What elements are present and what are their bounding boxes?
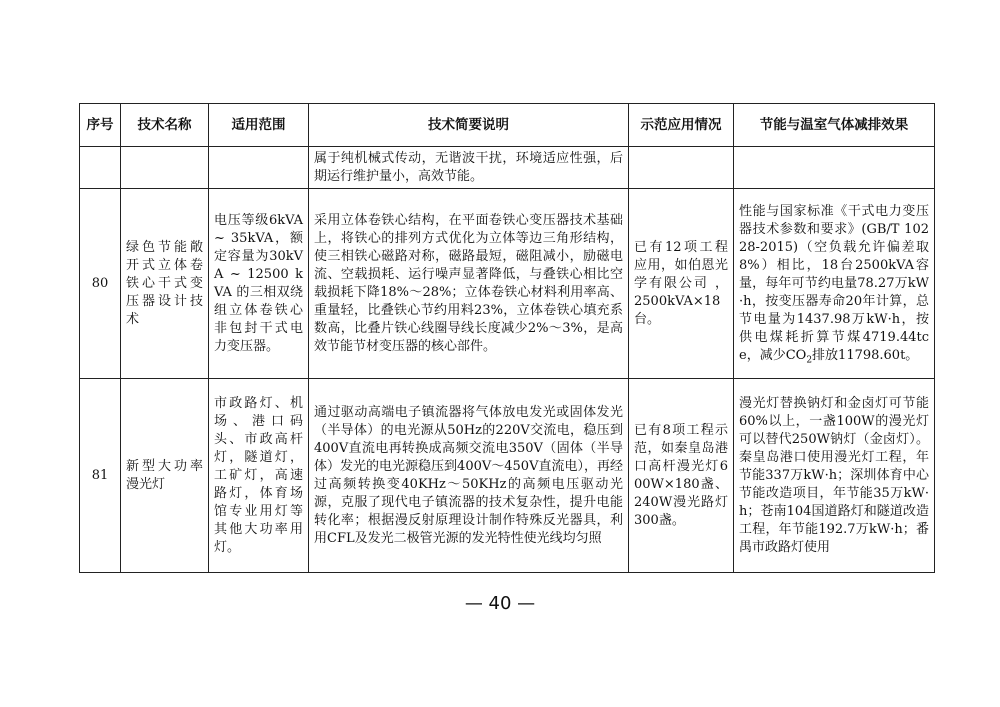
cell-empty (209, 147, 309, 189)
header-tech-name: 技术名称 (121, 104, 209, 147)
cell-demo: 已有12项工程应用，如伯恩光学有限公司 ， 2500kVA×18台。 (629, 189, 734, 379)
table-row (80, 189, 935, 379)
cell-seq: 81 (80, 379, 121, 573)
cell-effect: 漫光灯替换钠灯和金卤灯可节能60%以上，一盏100W的漫光灯可以替代250W钠灯（金卤灯）。秦皇岛港口使用漫光灯工程，年节能337万kW·h；深圳体育中心节能改造项目，年节能35万kW·h；苍南104国道路灯和隧道改造工程，年节能192.7万kW·h；番禺市政路灯使用 (734, 379, 935, 573)
cell-effect (734, 189, 935, 379)
table-row (80, 379, 935, 573)
cell-empty (734, 147, 935, 189)
subscript: 2 (806, 355, 813, 366)
header-description: 技术简要说明 (309, 104, 629, 147)
header-effect: 节能与温室气体减排效果 (734, 104, 935, 147)
cell-seq: 80 (80, 189, 121, 379)
cell-description: 属于纯机械式传动，无谐波干扰，环境适应性强，后期运行维护量小，高效节能。 (309, 147, 629, 189)
effect-text: 性能与国家标准《干式电力变压器技术参数和要求》(GB/T 10228-2015)（空负载允许偏差取8%）相比，18台2500kVA容量，每年可节约电量78.27万kW·h，按变压器寿命20年计算，总节电量为1437.98万kW·h，按供电煤耗折算节煤4719.44tce，减少CO (739, 203, 929, 363)
cell-empty (629, 147, 734, 189)
page-number: — 40 — (464, 593, 536, 614)
cell-scope: 市政路灯、机场、港口码头、市政高杆灯，隧道灯，工矿灯，高速路灯，体育场馆专业用灯等其他大功率用灯。 (209, 379, 309, 573)
effect-text-end: 排放11798.60t。 (812, 347, 919, 363)
table-header-row (80, 104, 935, 147)
cell-scope: 电压等级6kVA ~ 35kVA，额定容量为30kVA ~ 12500 kVA 的三相双绕组立体卷铁心非包封干式电力变压器。 (209, 189, 309, 379)
header-scope: 适用范围 (209, 104, 309, 147)
cell-tech-name: 新型大功率漫光灯 (121, 379, 209, 573)
technology-table (79, 103, 935, 573)
cell-demo: 已有8项工程示范，如秦皇岛港口高杆漫光灯600W×180盏、240W漫光路灯300盏。 (629, 379, 734, 573)
header-demo: 示范应用情况 (629, 104, 734, 147)
cell-empty (80, 147, 121, 189)
cell-description: 通过驱动高端电子镇流器将气体放电发光或固体发光（半导体）的电光源从50Hz的220V交流电，稳压到400V直流电再转换成高频交流电350V（固体（半导体）发光的电光源稳压到400V～450V直流电），再经过高频转换变40KHz～50KHz的高频电压驱动光源，克服了现代电子镇流器的技术复杂性，提升电能转化率；根据漫反射原理设计制作特殊反光器具，利用CFL及发光二极管光源的发光特性使光线均匀照 (309, 379, 629, 573)
cell-empty (121, 147, 209, 189)
cell-description: 采用立体卷铁心结构，在平面卷铁心变压器技术基础上，将铁心的排列方式优化为立体等边三角形结构，使三相铁心磁路对称，磁路最短，磁阻减小，励磁电流、空载损耗、运行噪声显著降低，与叠铁心相比空载损耗下降18%～28%；立体卷铁心材料利用率高、重量轻，比叠铁心节约用料23%，立体卷铁心填充系数高，比叠片铁心线圈导线长度减少2%～3%，是高效节能节材变压器的核心部件。 (309, 189, 629, 379)
header-seq: 序号 (80, 104, 121, 147)
cell-tech-name: 绿色节能敞开式立体卷铁心干式变压器设计技术 (121, 189, 209, 379)
table-row-continuation (80, 147, 935, 189)
